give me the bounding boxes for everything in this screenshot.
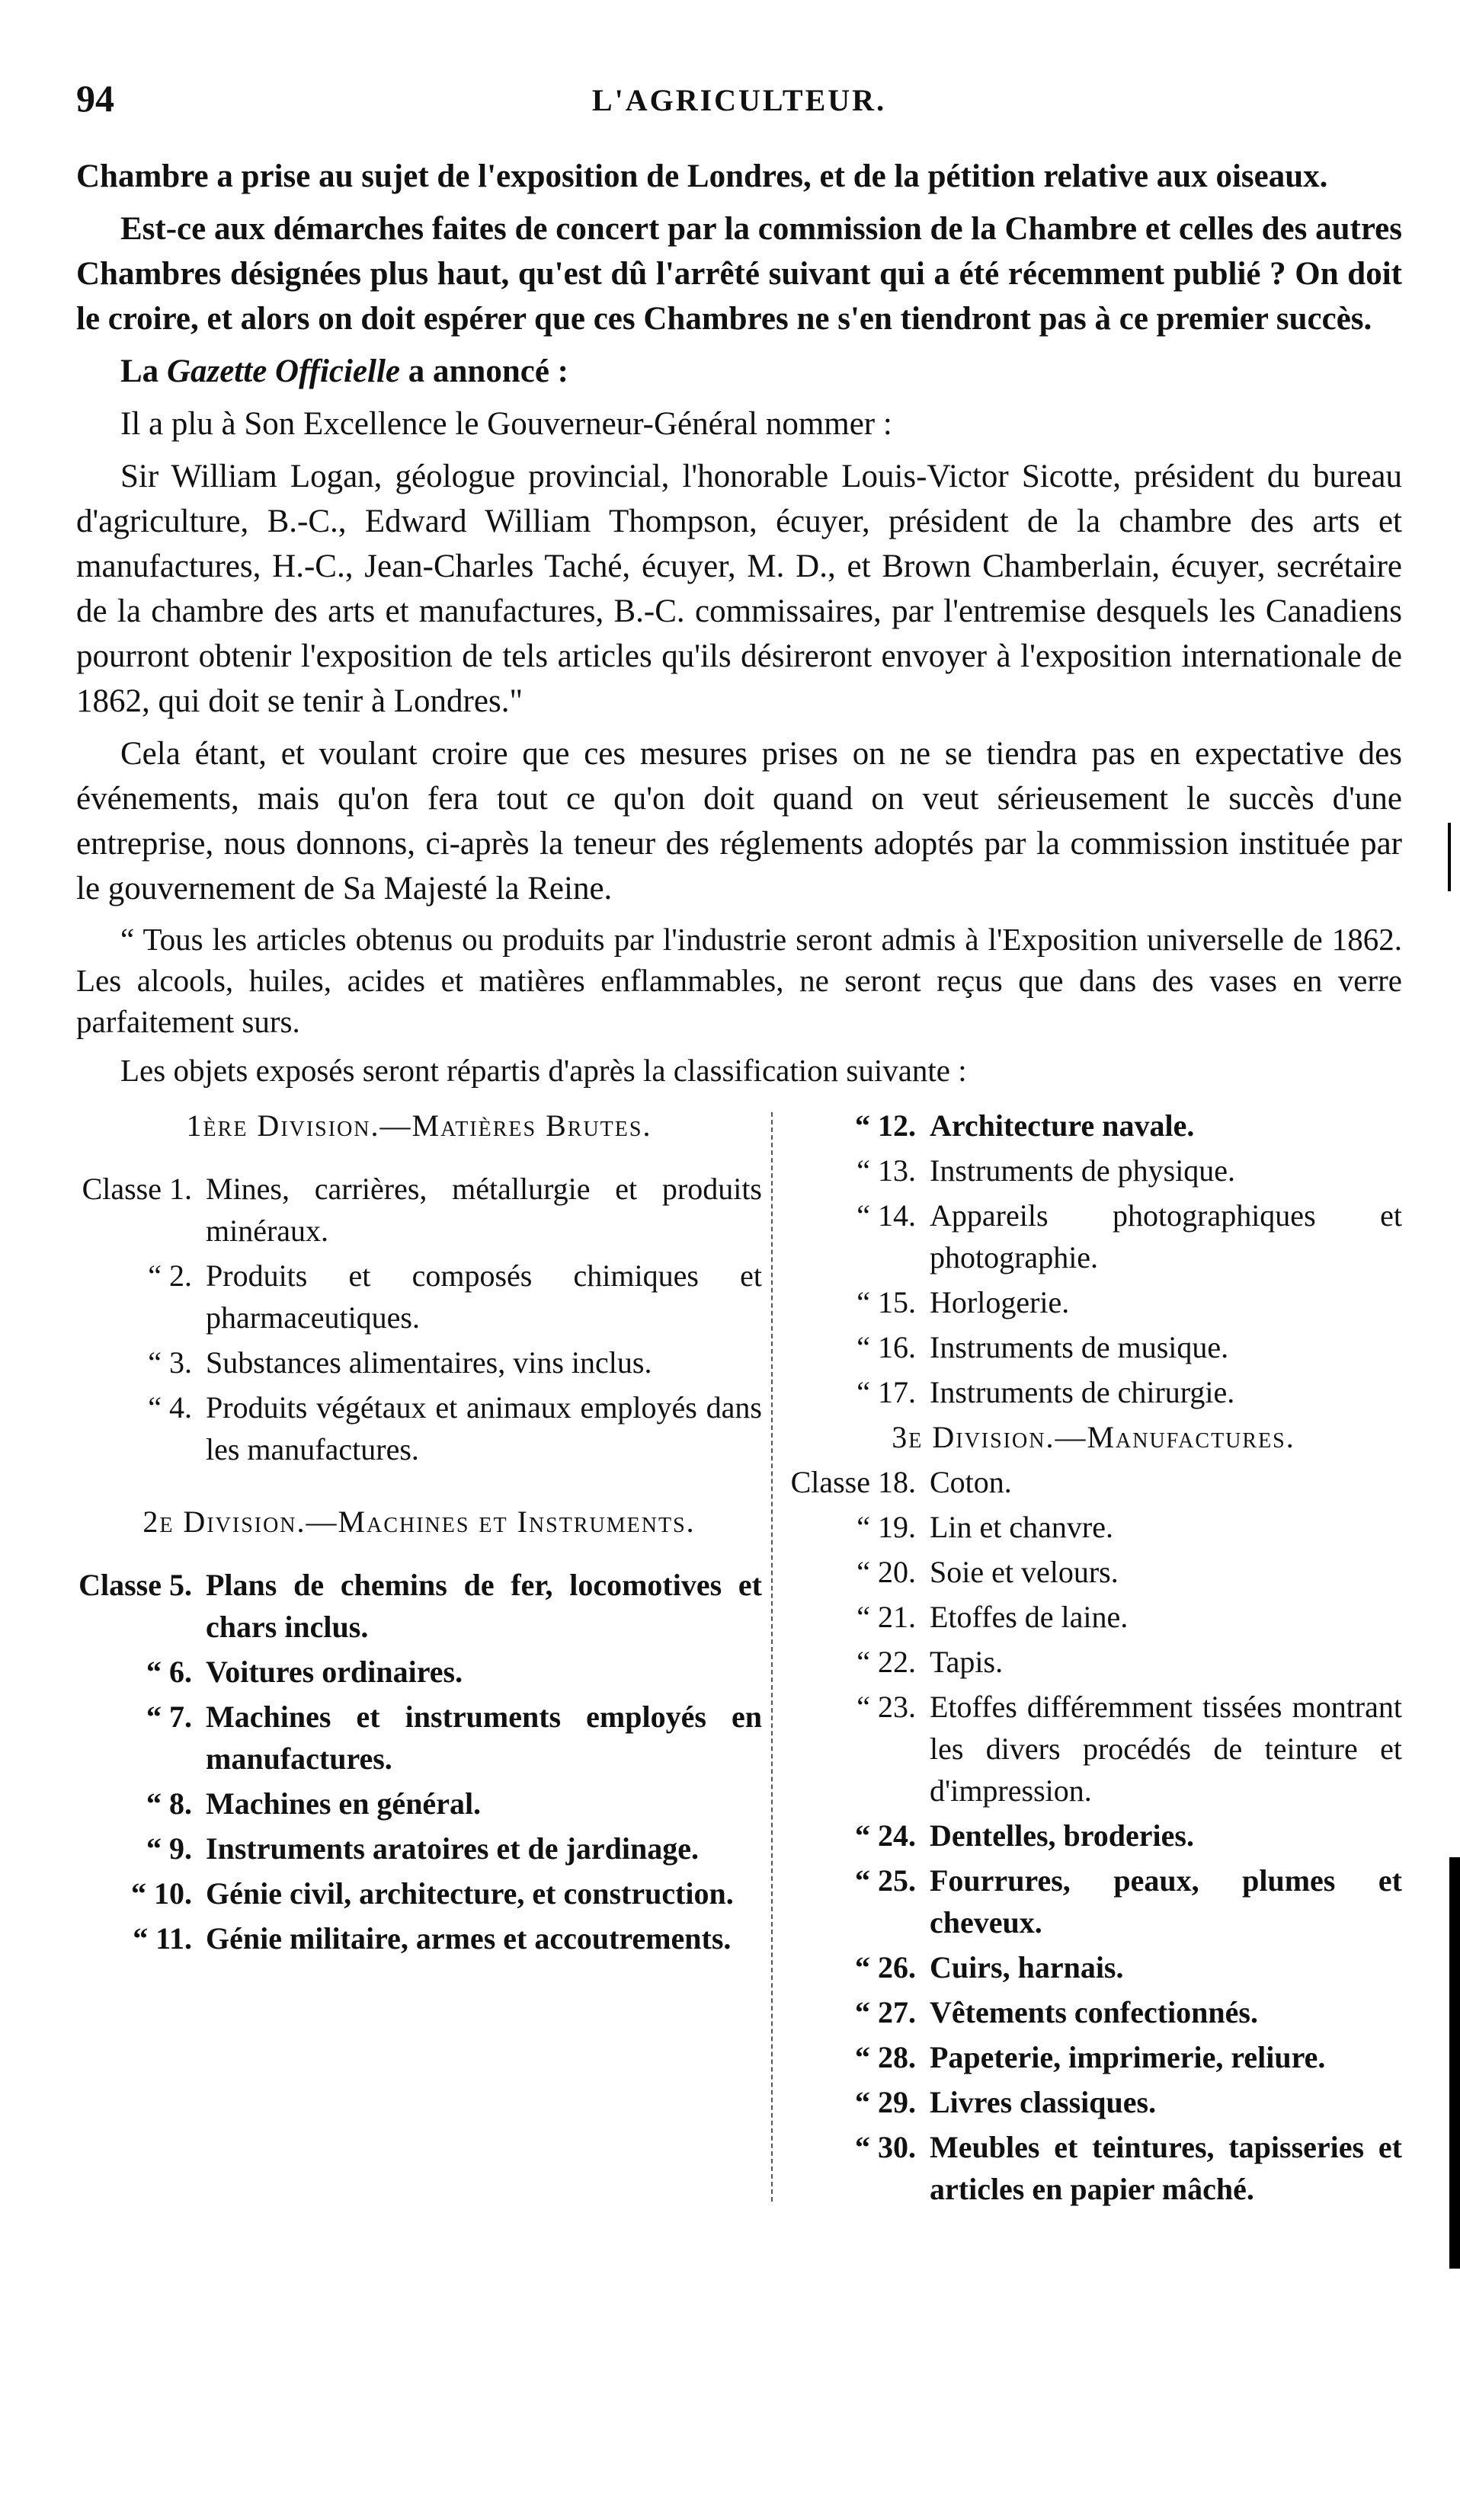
- class-entry-6: [76, 1651, 762, 1693]
- class-text: Cuirs, harnais.: [930, 1950, 1124, 1984]
- class-label: “ 4.: [148, 1390, 192, 1425]
- class-entry-21: [785, 1596, 1402, 1638]
- class-entry-15: [785, 1281, 1402, 1323]
- class-text: Plans de chemins de fer, locomotives et chars inclus.: [206, 1568, 762, 1644]
- class-text: Génie militaire, armes et accoutrements.: [206, 1921, 732, 1956]
- class-label: “ 9.: [146, 1831, 192, 1866]
- class-entry-10: [76, 1872, 762, 1914]
- class-label: “ 2.: [148, 1258, 192, 1293]
- class-label: “ 21.: [856, 1600, 916, 1634]
- gazette-title: Gazette Officielle: [166, 353, 400, 389]
- class-label: “ 25.: [855, 1863, 916, 1898]
- class-label: “ 10.: [131, 1876, 192, 1911]
- class-entry-16: [785, 1326, 1402, 1368]
- class-text: Vêtements confectionnés.: [930, 1995, 1258, 2029]
- class-label: “ 11.: [133, 1921, 192, 1956]
- class-entry-26: [785, 1946, 1402, 1988]
- class-label: “ 14.: [856, 1198, 916, 1233]
- document-page: [76, 76, 1402, 2217]
- column-divider: [771, 1112, 773, 2202]
- class-text: Livres classiques.: [930, 2085, 1157, 2119]
- class-text: Instruments de musique.: [930, 1330, 1229, 1364]
- scan-margin-bar: [1449, 1857, 1460, 2269]
- class-entry-8: [76, 1783, 762, 1824]
- class-entry-20: [785, 1551, 1402, 1593]
- division-heading-1: 1ère Division.—Matières Brutes.: [186, 1108, 652, 1143]
- class-label: “ 8.: [146, 1786, 192, 1821]
- division-heading-2: 2e Division.—Machines et Instruments.: [142, 1505, 696, 1539]
- class-entry-4: [76, 1386, 762, 1470]
- class-text: Produits végétaux et animaux employés dans les manufactures.: [206, 1390, 762, 1466]
- class-label: “ 7.: [146, 1700, 192, 1734]
- class-entry-28: [785, 2036, 1402, 2078]
- class-label: “ 3.: [148, 1345, 192, 1380]
- paragraph-classification: Les objets exposés seront répartis d'après la classification suivante :: [120, 1053, 967, 1088]
- class-entry-17: [785, 1371, 1402, 1413]
- class-entry-23: [785, 1686, 1402, 1812]
- class-text: Machines et instruments employés en manufactures.: [206, 1700, 762, 1776]
- class-label: “ 24.: [855, 1818, 916, 1853]
- class-label: Classe 1.: [82, 1172, 192, 1206]
- division-heading-3: 3e Division.—Manufactures.: [892, 1420, 1295, 1454]
- class-label: “ 17.: [856, 1375, 916, 1409]
- paragraph-gazette: [76, 349, 1402, 394]
- classification-right-column: [785, 1105, 1402, 2213]
- class-text: Génie civil, architecture, et construction.: [206, 1876, 734, 1911]
- class-label: “ 28.: [855, 2040, 916, 2074]
- class-entry-18: [785, 1461, 1402, 1503]
- class-text: Lin et chanvre.: [930, 1510, 1113, 1544]
- class-label: Classe 5.: [78, 1568, 192, 1602]
- class-text: Produits et composés chimiques et pharmaceutiques.: [206, 1258, 762, 1335]
- class-entry-2: [76, 1255, 762, 1338]
- class-label: “ 6.: [146, 1655, 192, 1689]
- class-entry-1: [76, 1168, 762, 1252]
- class-text: Dentelles, broderies.: [930, 1818, 1194, 1853]
- class-label: Classe 18.: [790, 1465, 916, 1499]
- class-text: Architecture navale.: [930, 1108, 1195, 1143]
- class-entry-3: [76, 1342, 762, 1383]
- class-entry-27: [785, 1991, 1402, 2033]
- class-text: Papeterie, imprimerie, reliure.: [930, 2040, 1326, 2074]
- page-number: 94: [76, 77, 114, 120]
- class-entry-14: [785, 1194, 1402, 1278]
- class-label: “ 13.: [856, 1153, 916, 1188]
- class-label: “ 26.: [855, 1950, 916, 1984]
- classification-left-column: [76, 1105, 762, 1962]
- class-text: Soie et velours.: [930, 1555, 1119, 1589]
- class-text: Mines, carrières, métallurgie et produits minéraux.: [206, 1172, 762, 1248]
- paragraph-appointment: Il a plu à Son Excellence le Gouverneur-Général nommer :: [120, 406, 892, 442]
- class-text: Substances alimentaires, vins inclus.: [206, 1345, 652, 1380]
- class-label: “ 22.: [856, 1645, 916, 1679]
- class-label: “ 30.: [855, 2130, 916, 2164]
- running-title: L'AGRICULTEUR.: [591, 83, 887, 117]
- class-entry-13: [785, 1150, 1402, 1191]
- class-label: “ 27.: [855, 1995, 916, 2029]
- class-entry-22: [785, 1641, 1402, 1683]
- spacer: [76, 1473, 762, 1501]
- class-entry-24: [785, 1815, 1402, 1856]
- class-entry-29: [785, 2081, 1402, 2123]
- class-label: “ 15.: [856, 1285, 916, 1319]
- class-text: Appareils photographiques et photographie.: [930, 1198, 1402, 1274]
- class-entry-7: [76, 1696, 762, 1780]
- paragraph-articles: “ Tous les articles obtenus ou produits par l'industrie seront admis à l'Exposition universelle de 1862. Les alcools, huiles, acides et matières enflammables, ne seront reçus que dans des vases en verre parfaitement surs.: [76, 922, 1402, 1039]
- class-text: Tapis.: [930, 1645, 1004, 1679]
- class-text: Instruments de physique.: [930, 1153, 1236, 1188]
- class-text: Etoffes de laine.: [930, 1600, 1129, 1634]
- class-text: Fourrures, peaux, plumes et cheveux.: [930, 1863, 1402, 1940]
- page-header: [76, 76, 1402, 137]
- class-text: Coton.: [930, 1465, 1012, 1499]
- class-text: Meubles et teintures, tapisseries et articles en papier mâché.: [930, 2130, 1402, 2206]
- class-text: Machines en général.: [206, 1786, 482, 1821]
- class-text: Horlogerie.: [930, 1285, 1070, 1319]
- class-label: “ 20.: [856, 1555, 916, 1589]
- class-text: Instruments de chirurgie.: [930, 1375, 1235, 1409]
- class-label: “ 12.: [855, 1108, 916, 1143]
- body-text: [76, 154, 1402, 1091]
- class-label: “ 29.: [855, 2085, 916, 2119]
- paragraph-commissioners: Sir William Logan, géologue provincial, l'honorable Louis-Victor Sicotte, président du bureau d'agriculture, B.-C., Edward William Thompson, écuyer, président de la chambre des arts et manufactures, H.-C., Jean-Charles Taché, écuyer, M. D., et Brown Chamberlain, écuyer, secrétaire de la chambre des arts et manufactures, B.-C. commissaires, par l'entremise desquels les Canadiens pourront obtenir l'exposition de tels articles qu'ils désireront envoyer à l'exposition internationale de 1862, qui doit se tenir à Londres.": [76, 459, 1402, 719]
- class-label: “ 16.: [856, 1330, 916, 1364]
- scan-margin-tick: [1448, 823, 1451, 891]
- class-text: Etoffes différemment tissées montrant les divers procédés de teinture et d'impression.: [930, 1690, 1402, 1808]
- class-label: “ 23.: [856, 1690, 916, 1724]
- class-entry-19: [785, 1506, 1402, 1548]
- class-entry-9: [76, 1828, 762, 1869]
- classification-columns: [76, 1105, 1402, 2217]
- class-entry-11: [76, 1917, 762, 1959]
- gazette-suffix: a annoncé :: [400, 353, 568, 389]
- paragraph-question: Est-ce aux démarches faites de concert par la commission de la Chambre et celles des autres Chambres désignées plus haut, qu'est dû l'arrêté suivant qui a été récemment publié ? On doit le croire, et alors on doit espérer que ces Chambres ne s'en tiendront pas à ce premier succès.: [76, 211, 1402, 337]
- paragraph-continuation: Chambre a prise au sujet de l'exposition de Londres, et de la pétition relative aux oiseaux.: [76, 158, 1328, 194]
- class-entry-30: [785, 2126, 1402, 2210]
- class-text: Instruments aratoires et de jardinage.: [206, 1831, 699, 1866]
- class-label: “ 19.: [856, 1510, 916, 1544]
- class-entry-5: [76, 1564, 762, 1648]
- class-entry-12: [785, 1105, 1402, 1146]
- class-entry-25: [785, 1860, 1402, 1943]
- gazette-prefix: La: [120, 353, 167, 389]
- class-text: Voitures ordinaires.: [206, 1655, 463, 1689]
- paragraph-regulations: Cela étant, et voulant croire que ces mesures prises on ne se tiendra pas en expectative des événements, mais qu'on fera tout ce qu'on doit quand on veut sérieusement le succès d'une entreprise, nous donnons, ci-après la teneur des réglements adoptés par la commission instituée par le gouvernement de Sa Majesté la Reine.: [76, 736, 1402, 907]
